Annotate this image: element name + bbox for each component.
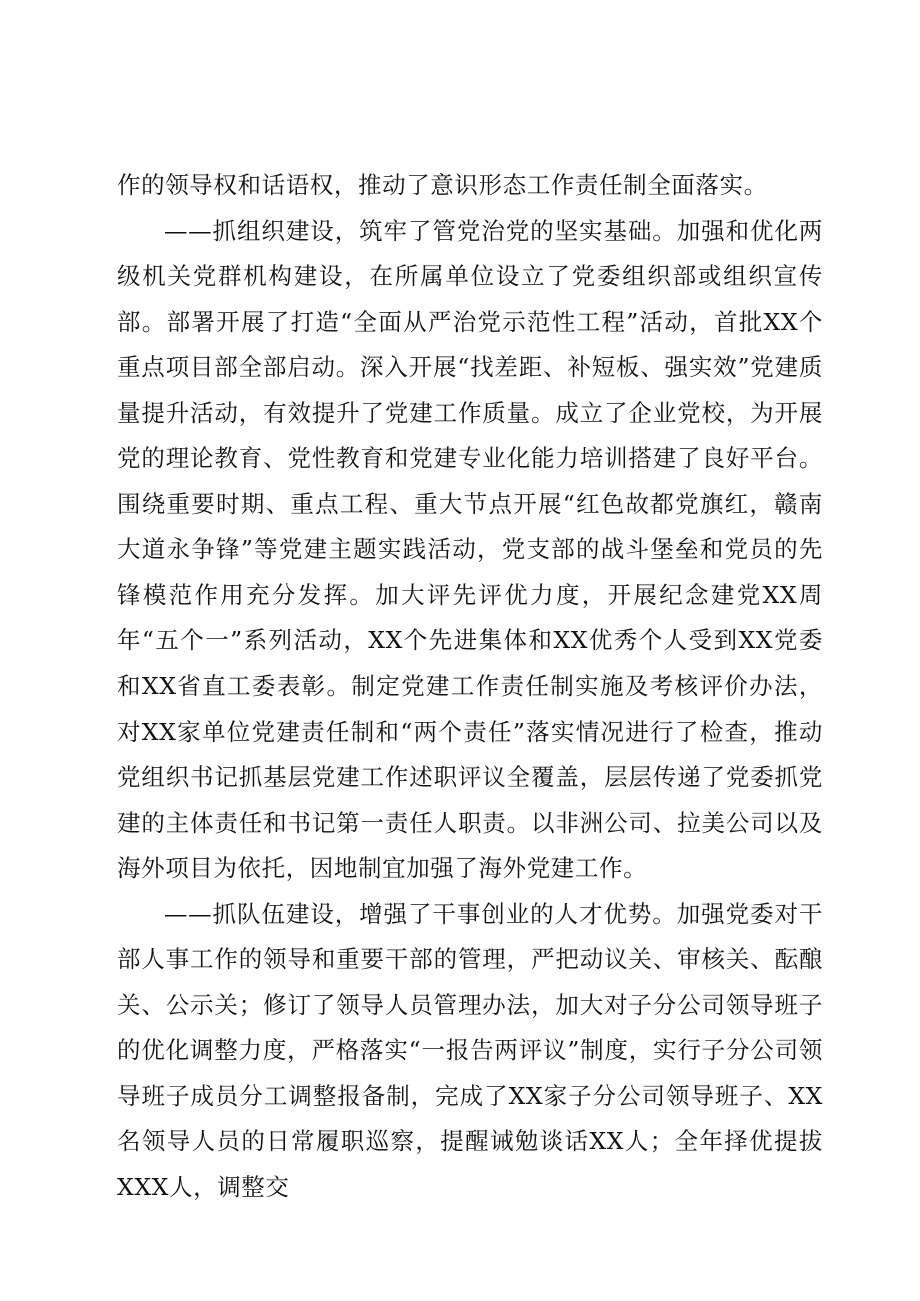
document-body bbox=[117, 163, 823, 1211]
paragraph-organization-building: ——抓组织建设，筑牢了管党治党的坚实基础。加强和优化两级机关党群机构建设，在所属单位设立了党委组织部或组织宣传部。部署开展了打造“全面从严治党示范性工程”活动，首批XX个重点项目部全部启动。深入开展“找差距、补短板、强实效”党建质量提升活动，有效提升了党建工作质量。成立了企业党校，为开展党的理论教育、党性教育和党建专业化能力培训搭建了良好平台。围绕重要时期、重点工程、重大节点开展“红色故都党旗红，赣南大道永争锋”等党建主题实践活动，党支部的战斗堡垒和党员的先锋模范作用充分发挥。加大评先评优力度，开展纪念建党XX周年“五个一”系列活动，XX个先进集体和XX优秀个人受到XX党委和XX省直工委表彰。制定党建工作责任制实施及考核评价办法，对XX家单位党建责任制和“两个责任”落实情况进行了检查，推动党组织书记抓基层党建工作述职评议全覆盖，层层传递了党委抓党建的主体责任和书记第一责任人职责。以非洲公司、拉美公司以及海外项目为依托，因地制宜加强了海外党建工作。 bbox=[117, 216, 823, 883]
paragraph-continuation: 作的领导权和话语权，推动了意识形态工作责任制全面落实。 bbox=[117, 171, 768, 199]
paragraph-team-building: ——抓队伍建设，增强了干事创业的人才优势。加强党委对干部人事工作的领导和重要干部的管理，严把动议关、审核关、酝酿关、公示关；修订了领导人员管理办法，加大对子分公司领导班子的优化调整力度，严格落实“一报告两评议”制度，实行子分公司领导班子成员分工调整报备制，完成了XX家子分公司领导班子、XX名领导人员的日常履职巡察，提醒诫勉谈话XX人；全年择优提拔XXX人，调整交 bbox=[117, 899, 823, 1202]
